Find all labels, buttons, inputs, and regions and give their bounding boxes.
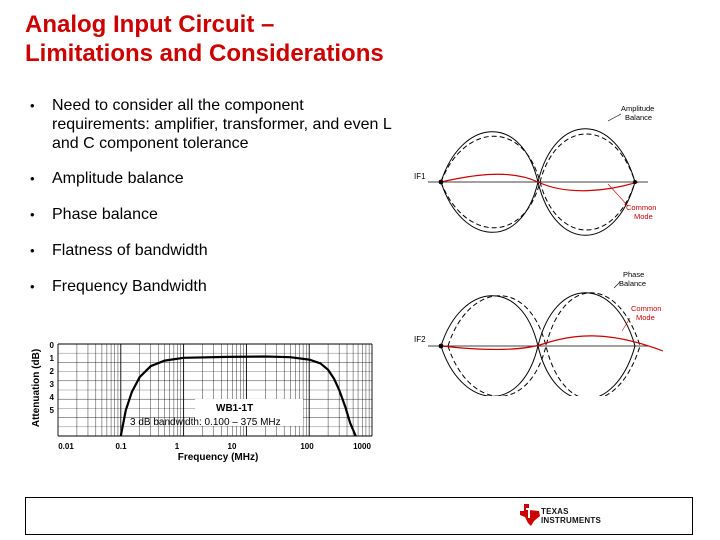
bullet-list: [30, 96, 400, 296]
x-tick-label: 0.1: [115, 442, 127, 451]
signal-label-if1: IF1: [414, 172, 426, 181]
signal-origin-dot: [439, 344, 444, 349]
x-tick-label: 100: [300, 442, 314, 451]
y-tick-label: 1: [49, 354, 54, 363]
y-axis-label: Attenuation (dB): [31, 348, 42, 428]
y-tick-label: 2: [49, 367, 54, 376]
x-tick-label: 1000: [353, 442, 371, 451]
x-tick-label: 10: [227, 442, 237, 451]
x-axis-label: Frequency (MHz): [177, 452, 259, 463]
logo-line-1: TEXAS: [541, 507, 569, 516]
bullet-item: • Frequency Bandwidth: [30, 277, 400, 296]
bullet-item: • Need to consider all the component requirements: amplifier, transformer, and even L and C component tolerance: [30, 96, 400, 153]
bullet-item: • Amplitude balance: [30, 169, 400, 188]
balance-waveform-diagram: [408, 96, 678, 396]
x-tick-label: 0.01: [58, 442, 74, 451]
phase-balance-label: Phase: [623, 270, 645, 279]
y-tick-label: 0: [49, 341, 54, 350]
common-mode-label: Mode: [634, 212, 653, 221]
y-tick-label: 3: [49, 380, 54, 389]
attenuation-chart: [28, 336, 378, 466]
waveform-solid-inverted: [441, 129, 635, 233]
logo-wordmark: [541, 507, 601, 525]
waveform-dashed-inverted: [448, 293, 640, 396]
phase-balance-label: Balance: [619, 279, 647, 288]
x-tick-label: 1: [174, 442, 180, 451]
logo-line-2: INSTRUMENTS: [541, 516, 601, 525]
common-mode-label: Common: [631, 304, 662, 313]
common-mode-label: Mode: [636, 313, 655, 322]
slide-title: [25, 10, 495, 68]
texas-state-icon: [519, 503, 541, 527]
common-mode-trace: [441, 336, 663, 351]
amplitude-balance-label: Amplitude: [621, 104, 655, 113]
signal-origin-dot: [439, 180, 444, 185]
signal-end-dot: [633, 180, 637, 184]
texas-instruments-logo: [519, 503, 614, 529]
leader-line: [608, 114, 621, 121]
chart-annotation-bandwidth: 3 dB bandwidth: 0.100 – 375 MHz: [130, 417, 281, 428]
slide-title-line-2: Limitations and Considerations: [25, 40, 384, 67]
bullet-item: • Flatness of bandwidth: [30, 241, 400, 260]
amplitude-balance-label: Balance: [625, 113, 653, 122]
y-tick-label: 5: [49, 406, 54, 415]
phase-balance-panel: [414, 270, 663, 396]
amplitude-balance-panel: [414, 104, 656, 235]
chart-annotation-model: WB1-1T: [216, 403, 254, 414]
signal-label-if2: IF2: [414, 335, 426, 344]
y-tick-label: 4: [49, 393, 54, 402]
common-mode-label: Common: [626, 203, 657, 212]
bullet-item: • Phase balance: [30, 205, 400, 224]
slide-title-line-1: Analog Input Circuit –: [25, 11, 275, 38]
